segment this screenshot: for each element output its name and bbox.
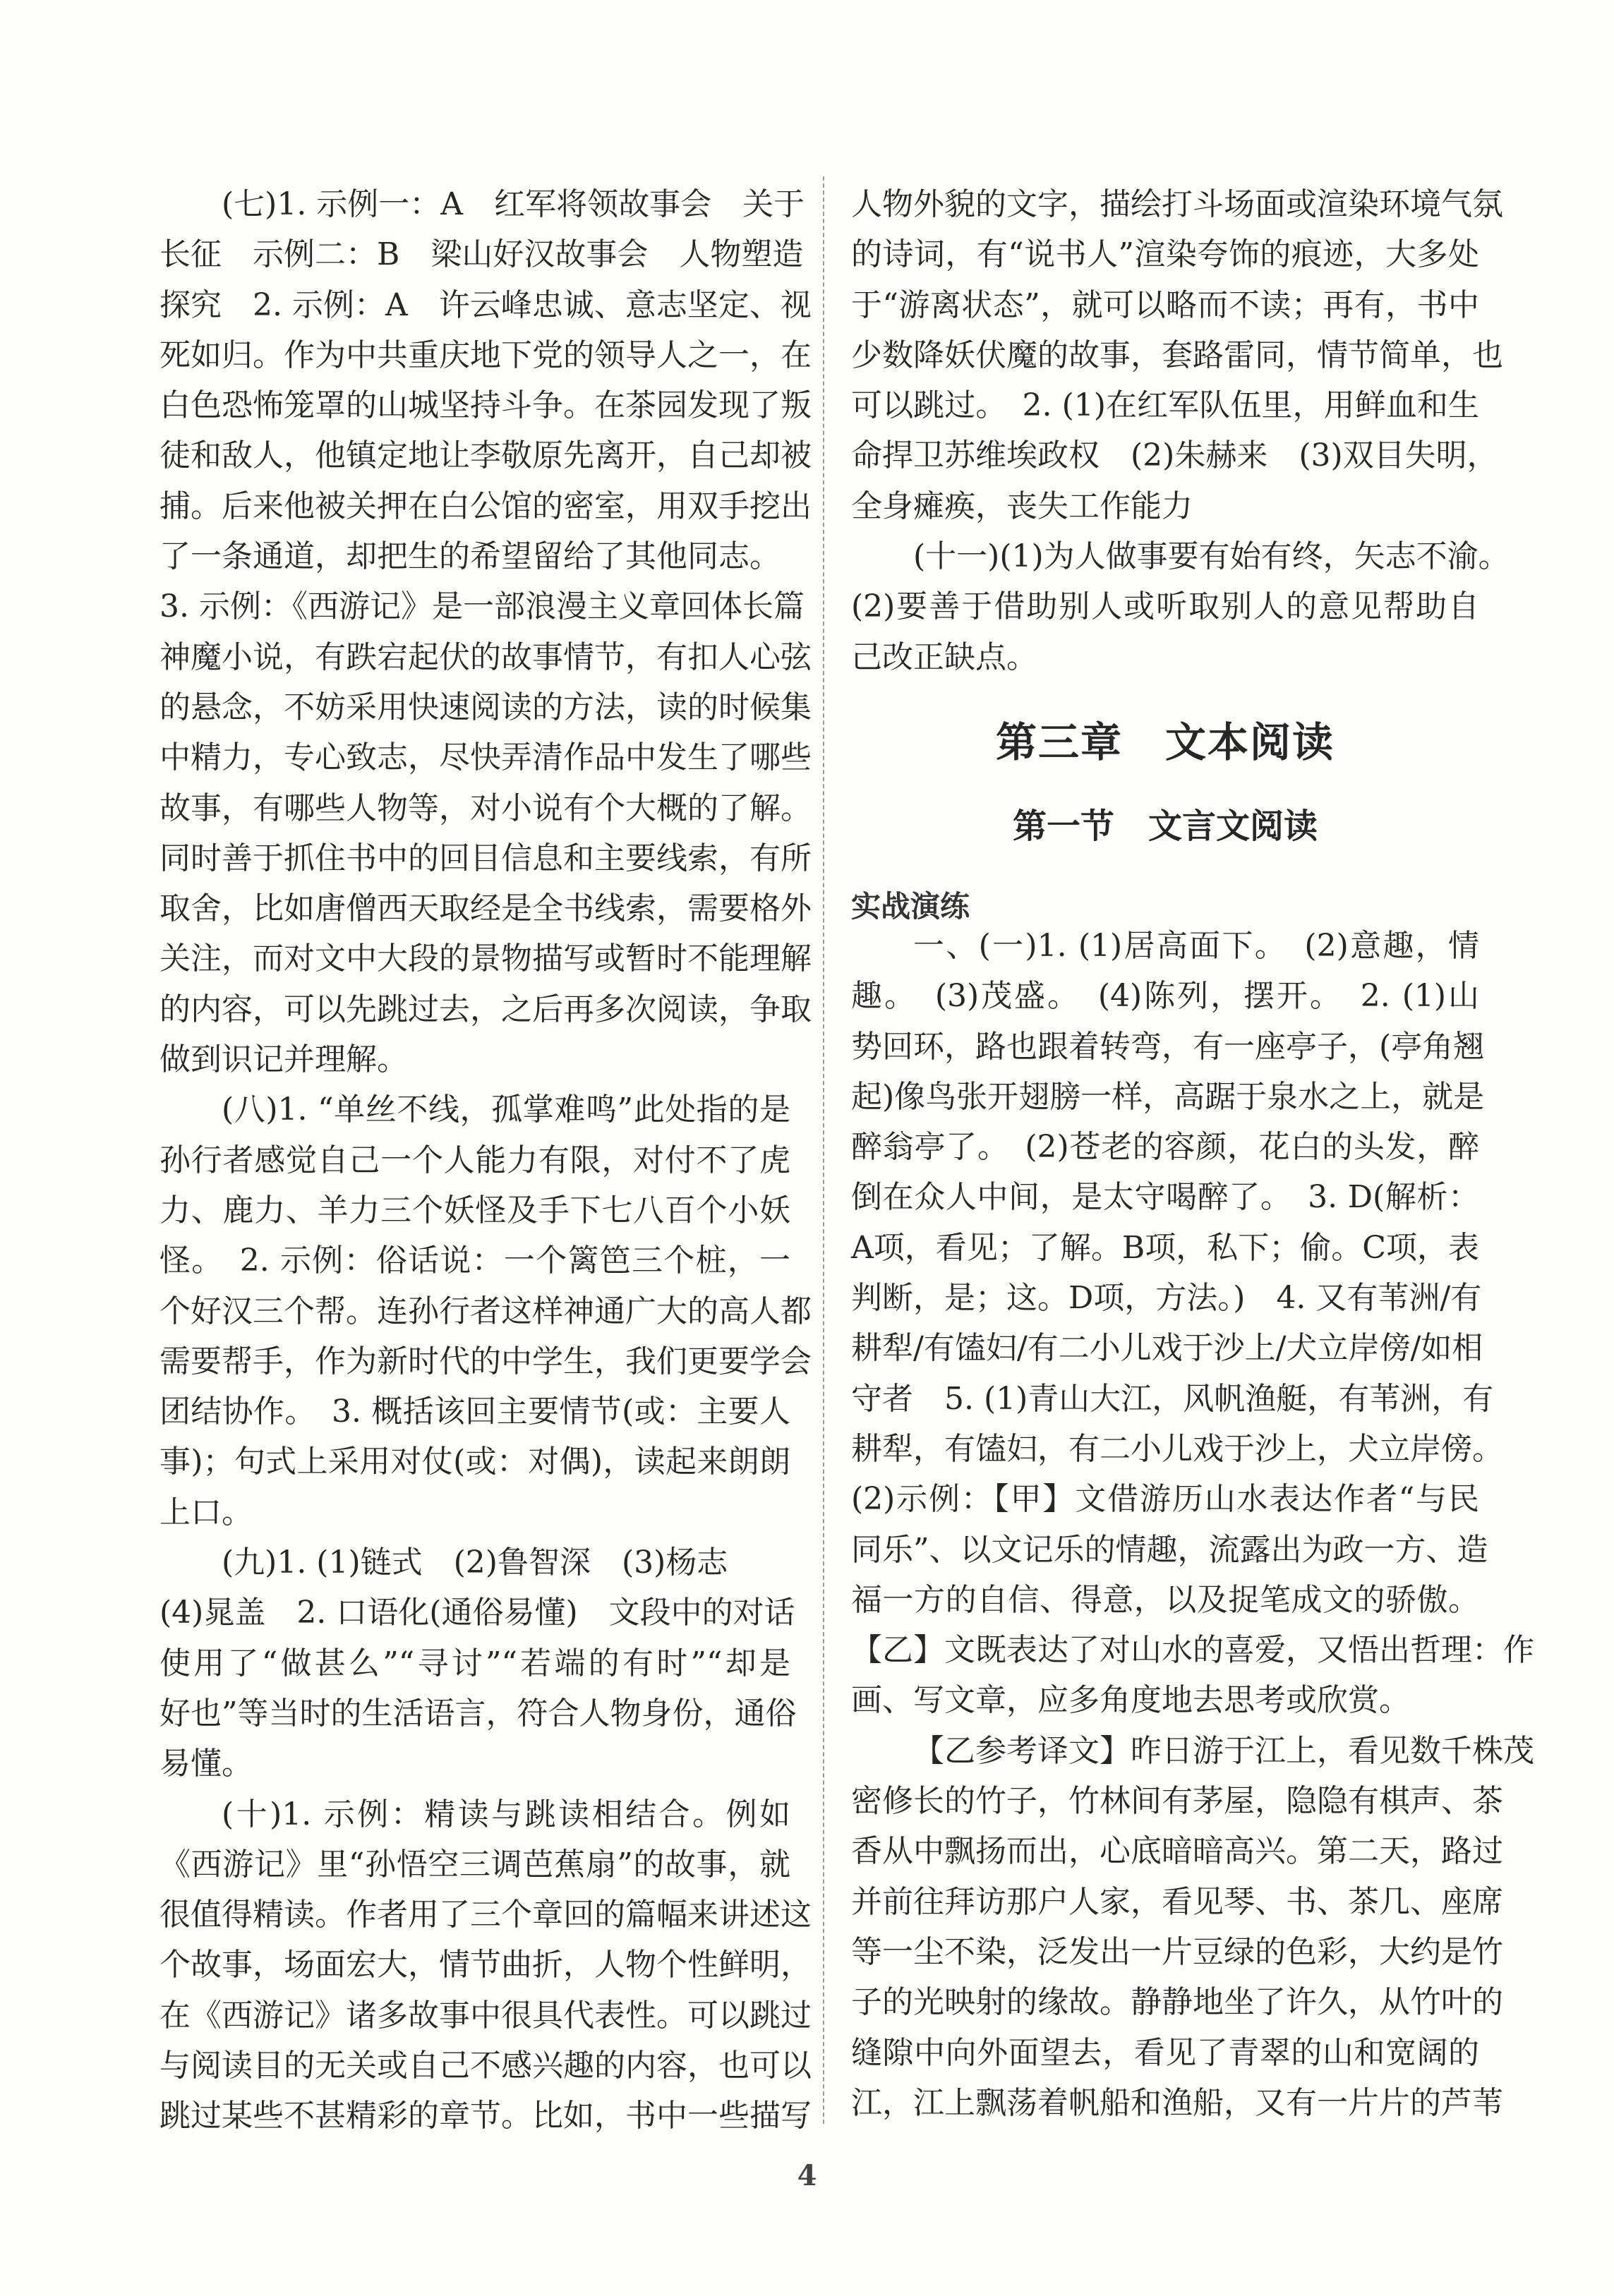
right-column-top [851,179,1510,682]
text-line: 少数降妖伏魔的故事，套路雷同，情节简单，也 [851,337,1503,373]
text-line: 跳过某些不甚精彩的章节。比如，书中一些描写 [159,2098,812,2134]
text-line: 很值得精读。作者用了三个章回的篇幅来讲述这 [159,1897,812,1933]
text-line: 好也”等当时的生活语言，符合人物身份，通俗 [159,1695,797,1732]
text-line: 的悬念，不妨采用快速阅读的方法，读的时候集 [159,689,812,725]
text-line: 徒和敌人，他镇定地让李敬原先离开，自己却被 [159,437,812,474]
text-line: (十一)(1)为人做事要有始有终，矢志不渝。 [913,538,1510,575]
text-line: (2)示例：【甲】文借游历山水表达作者“与民 [851,1481,1479,1518]
text-line: 取舍，比如唐僧西天取经是全书线索，需要格外 [159,890,812,927]
text-line: 做到识记并理解。 [159,1041,408,1078]
text-line: (八)1. “单丝不线，孤掌难鸣”此处指的是 [222,1092,790,1128]
text-line: 全身瘫痪，丧失工作能力 [851,488,1193,524]
text-line: 【乙参考译文】昨日游于江上，看见数千株茂 [913,1732,1534,1769]
text-line: 白色恐怖笼罩的山城坚持斗争。在茶园发现了叛 [159,387,812,424]
text-line: 捕。后来他被关押在白公馆的密室，用双手挖出 [159,488,812,524]
text-line: 人物外貌的文字，描绘打斗场面或渲染环境气氛 [851,186,1503,222]
text-line: 己改正缺点。 [851,639,1037,675]
text-line: 香从中飘扬而出，心底暗暗高兴。第二天，路过 [851,1833,1503,1870]
text-line: 势回环，路也跟着转弯，有一座亭子，(亭角翘 [851,1028,1485,1065]
text-line: 长征 示例二：B 梁山好汉故事会 人物塑造 [159,236,804,273]
text-line: (4)晁盖 2. 口语化(通俗易懂) 文段中的对话 [159,1595,795,1631]
text-line: 事)；句式上采用对仗(或：对偶)，读起来朗朗 [159,1444,790,1480]
text-line: 子的光映射的缘故。静静地坐了许久，从竹叶的 [851,1984,1503,2021]
left-column [159,179,812,2141]
text-line: 耕犁，有馌妇，有二小儿戏于沙上，犬立岸傍。 [851,1430,1503,1467]
text-line: A项，看见；了解。B项，私下；偷。C项，表 [851,1229,1479,1266]
text-line: 与阅读目的无关或自己不感兴趣的内容，也可以 [159,2047,812,2084]
text-line: 起)像鸟张开翅膀一样，高踞于泉水之上，就是 [851,1078,1485,1115]
text-line: (七)1. 示例一：A 红军将领故事会 关于 [222,186,805,222]
text-line: 《西游记》里“孙悟空三调芭蕉扇”的故事，就 [159,1846,790,1883]
text-line: 醉翁亭了。 (2)苍老的容颜，花白的头发，醉 [851,1129,1479,1166]
text-line: 个故事，场面宏大，情节曲折，人物个性鲜明， [159,1947,812,1983]
chapter-title: 第三章 文本阅读 [995,718,1335,766]
text-line: 团结协作。 3. 概括该回主要情节(或：主要人 [159,1394,790,1430]
text-line: 使用了“做甚么”“寻讨”“若端的有时”“却是 [159,1645,790,1681]
text-line: 个好汉三个帮。连孙行者这样神通广大的高人都 [159,1293,812,1329]
text-line: (2)要善于借助别人或听取别人的意见帮助自 [851,588,1479,625]
text-line: 需要帮手，作为新时代的中学生，我们更要学会 [159,1343,812,1379]
text-line: 同时善于抓住书中的回目信息和主要线索，有所 [159,840,812,876]
text-line: 在《西游记》诸多故事中很具代表性。可以跳过 [159,1997,812,2034]
column-divider [823,176,824,2124]
text-line: 死如归。作为中共重庆地下党的领导人之一，在 [159,337,812,373]
text-line: 3. 示例：《西游记》是一部浪漫主义章回体长篇 [159,588,805,625]
text-line: 了一条通道，却把生的希望留给了其他同志。 [159,538,781,575]
text-line: 中精力，专心致志，尽快弄清作品中发生了哪些 [159,739,812,776]
right-column-bottom [851,921,1534,2128]
text-line: 故事，有哪些人物等，对小说有个大概的了解。 [159,790,812,826]
text-line: 孙行者感觉自己一个人能力有限，对付不了虎 [159,1142,790,1178]
text-line: 探究 2. 示例：A 许云峰忠诚、意志坚定、视 [159,286,812,323]
text-line: 易懂。 [159,1746,253,1782]
section-title: 第一节 文言文阅读 [1012,806,1318,846]
text-line: (九)1. (1)链式 (2)鲁智深 (3)杨志 [222,1545,728,1581]
text-line: 神魔小说，有跌宕起伏的故事情节，有扣人心弦 [159,639,812,675]
text-line: 关注，而对文中大段的景物描写或暂时不能理解 [159,941,812,977]
text-line: 的内容，可以先跳过去，之后再多次阅读，争取 [159,991,812,1027]
text-line: 守者 5. (1)青山大江，风帆渔艇，有苇洲，有 [851,1380,1494,1417]
text-line: 判断，是；这。D项，方法。) 4. 又有苇洲/有 [851,1280,1482,1317]
text-line: 可以跳过。 2. (1)在红军队伍里，用鲜血和生 [851,387,1479,424]
text-line: 命捍卫苏维埃政权 (2)朱赫来 (3)双目失明， [851,437,1498,474]
text-line: 一、(一)1. (1)居高面下。 (2)意趣，情 [913,928,1479,964]
text-line: 怪。 2. 示例：俗话说：一个篱笆三个桩，一 [159,1243,790,1279]
text-line: 上口。 [159,1494,253,1530]
text-line: (十)1. 示例：精读与跳读相结合。例如 [222,1796,790,1832]
text-line: 福一方的自信、得意，以及捉笔成文的骄傲。 [851,1581,1479,1618]
text-line: 密修长的竹子，竹林间有茅屋，隐隐有棋声、茶 [851,1783,1503,1820]
text-line: 缝隙中向外面望去，看见了青翠的山和宽阔的 [851,2034,1479,2071]
text-line: 画、写文章，应多角度地去思考或欣赏。 [851,1682,1410,1719]
text-line: 等一尘不染，泛发出一片豆绿的色彩，大约是竹 [851,1933,1503,1970]
page-number: 4 [797,2159,817,2192]
text-line: 力、鹿力、羊力三个妖怪及手下七八百个小妖 [159,1192,790,1228]
text-line: 趣。 (3)茂盛。 (4)陈列，摆开。 2. (1)山 [851,978,1479,1015]
text-line: 倒在众人中间，是太守喝醉了。 3. D(解析： [851,1179,1479,1216]
text-line: 的诗词，有“说书人”渲染夸饰的痕迹，大多处 [851,236,1479,273]
text-line: 于“游离状态”，就可以略而不读；再有，书中 [851,286,1479,323]
text-line: 【乙】文既表达了对山水的喜爱，又悟出哲理：作 [851,1632,1534,1669]
text-line: 江，江上飘荡着帆船和渔船，又有一片片的芦苇 [851,2084,1503,2121]
text-line: 同乐”、以文记乐的情趣，流露出为政一方、造 [851,1531,1488,1568]
text-line: 并前往拜访那户人家，看见琴、书、茶几、座席 [851,1883,1503,1920]
subsection-title: 实战演练 [851,889,970,924]
text-line: 耕犁/有馌妇/有二小儿戏于沙上/犬立岸傍/如相 [851,1330,1483,1367]
